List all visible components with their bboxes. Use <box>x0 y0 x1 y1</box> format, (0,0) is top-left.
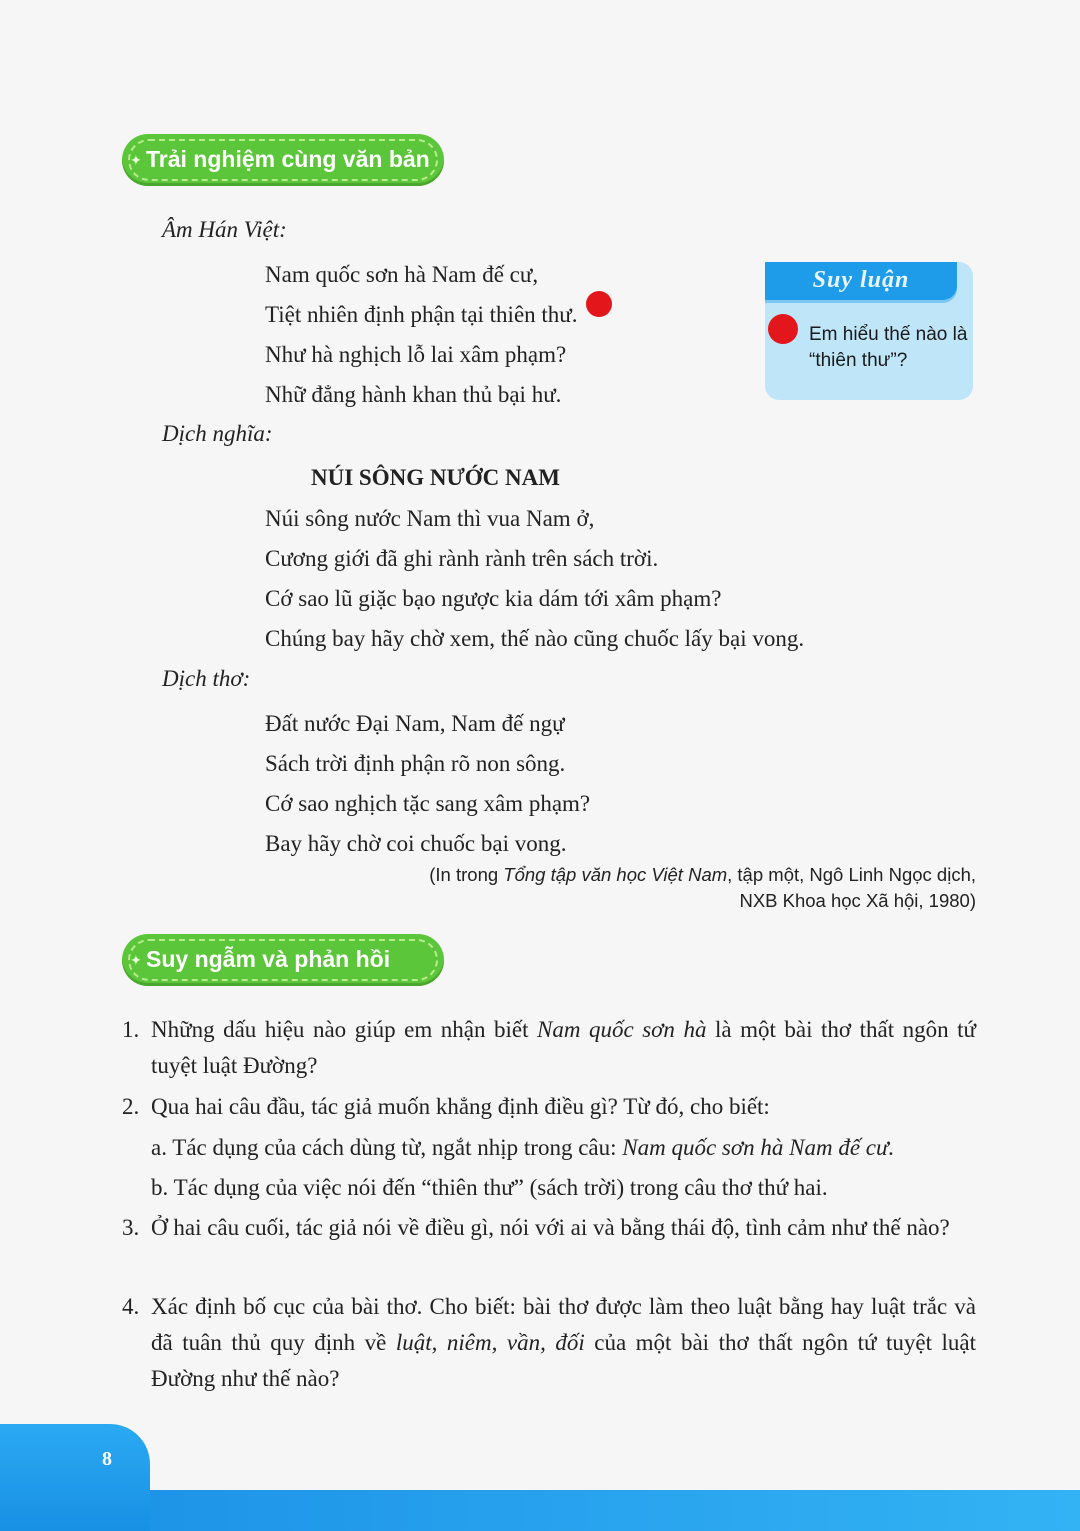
translation-line: Chúng bay hãy chờ xem, thế nào cũng chuốc lấy bại vong. <box>265 626 805 651</box>
question-1: 1. Những dấu hiệu nào giúp em nhận biết Nam quốc sơn hà là một bài thơ thất ngôn tứ tuyệt luật Đường? <box>122 1017 977 1078</box>
verse-line: Cớ sao nghịch tặc sang xâm phạm? <box>265 791 591 816</box>
leaf-icon: ✦ <box>130 953 142 969</box>
han-viet-label: Âm Hán Việt: <box>162 217 287 242</box>
source-citation: (In trong Tổng tập văn học Việt Nam, tập một, Ngô Linh Ngọc dịch, NXB Khoa học Xã hội, 1980) <box>429 864 976 911</box>
verse-line: Sách trời định phận rõ non sông. <box>265 751 566 776</box>
question-marker-icon <box>768 314 798 344</box>
translation-line: Cớ sao lũ giặc bạo ngược kia dám tới xâm phạm? <box>265 586 722 611</box>
page-number: 8 <box>102 1448 112 1470</box>
section-badge-suy-ngam <box>122 934 444 986</box>
poem-line: Nam quốc sơn hà Nam đế cư, <box>265 262 539 287</box>
translation-line: Núi sông nước Nam thì vua Nam ở, <box>265 506 595 531</box>
suy-luan-box <box>765 262 973 400</box>
translation-line: Cương giới đã ghi rành rành trên sách trời. <box>265 546 659 571</box>
section-badge-trai-nghiem <box>122 134 444 186</box>
poem-line: Tiệt nhiên định phận tại thiên thư. <box>265 301 612 329</box>
suy-luan-header <box>765 262 957 300</box>
question-4: 4. Xác định bố cục của bài thơ. Cho biết: bài thơ được làm theo luật bằng hay luật trắc và đã tuân thủ quy định về luật, niêm, vần, đối của một bài thơ thất ngôn tứ tuyệt luật Đường như thế nào? <box>122 1294 976 1391</box>
question-2: 2. Qua hai câu đầu, tác giả muốn khẳng định điều gì? Từ đó, cho biết: <box>122 1094 770 1119</box>
page-number-tab <box>0 1424 150 1531</box>
suy-luan-question: Em hiểu thế nào là “thiên thư”? <box>809 324 968 371</box>
suy-luan-title: Suy luận <box>812 267 910 293</box>
dich-tho-label: Dịch thơ: <box>162 666 251 691</box>
dich-nghia-label: Dịch nghĩa: <box>162 421 273 446</box>
footer-bar <box>0 1490 1080 1531</box>
section-title: Suy ngẫm và phản hồi <box>146 946 391 972</box>
poem-line: Nhữ đẳng hành khan thủ bại hư. <box>265 382 562 407</box>
poem-title: NÚI SÔNG NƯỚC NAM <box>311 465 560 490</box>
verse-line: Bay hãy chờ coi chuốc bại vong. <box>265 831 567 856</box>
section-title: Trải nghiệm cùng văn bản <box>146 146 430 172</box>
question-2b: b. Tác dụng của việc nói đến “thiên thư” (sách trời) trong câu thơ thứ hai. <box>151 1175 828 1200</box>
question-2a: a. Tác dụng của cách dùng từ, ngắt nhịp trong câu: Nam quốc sơn hà Nam đế cư. <box>151 1135 895 1160</box>
leaf-icon: ✦ <box>130 153 142 169</box>
poem-line: Như hà nghịch lỗ lai xâm phạm? <box>265 342 567 367</box>
question-marker-icon[interactable] <box>586 291 612 317</box>
verse-line: Đất nước Đại Nam, Nam đế ngự <box>265 711 565 736</box>
question-3: 3. Ở hai câu cuối, tác giả nói về điều gì, nói với ai và bằng thái độ, tình cảm như thế nào? <box>122 1215 950 1240</box>
